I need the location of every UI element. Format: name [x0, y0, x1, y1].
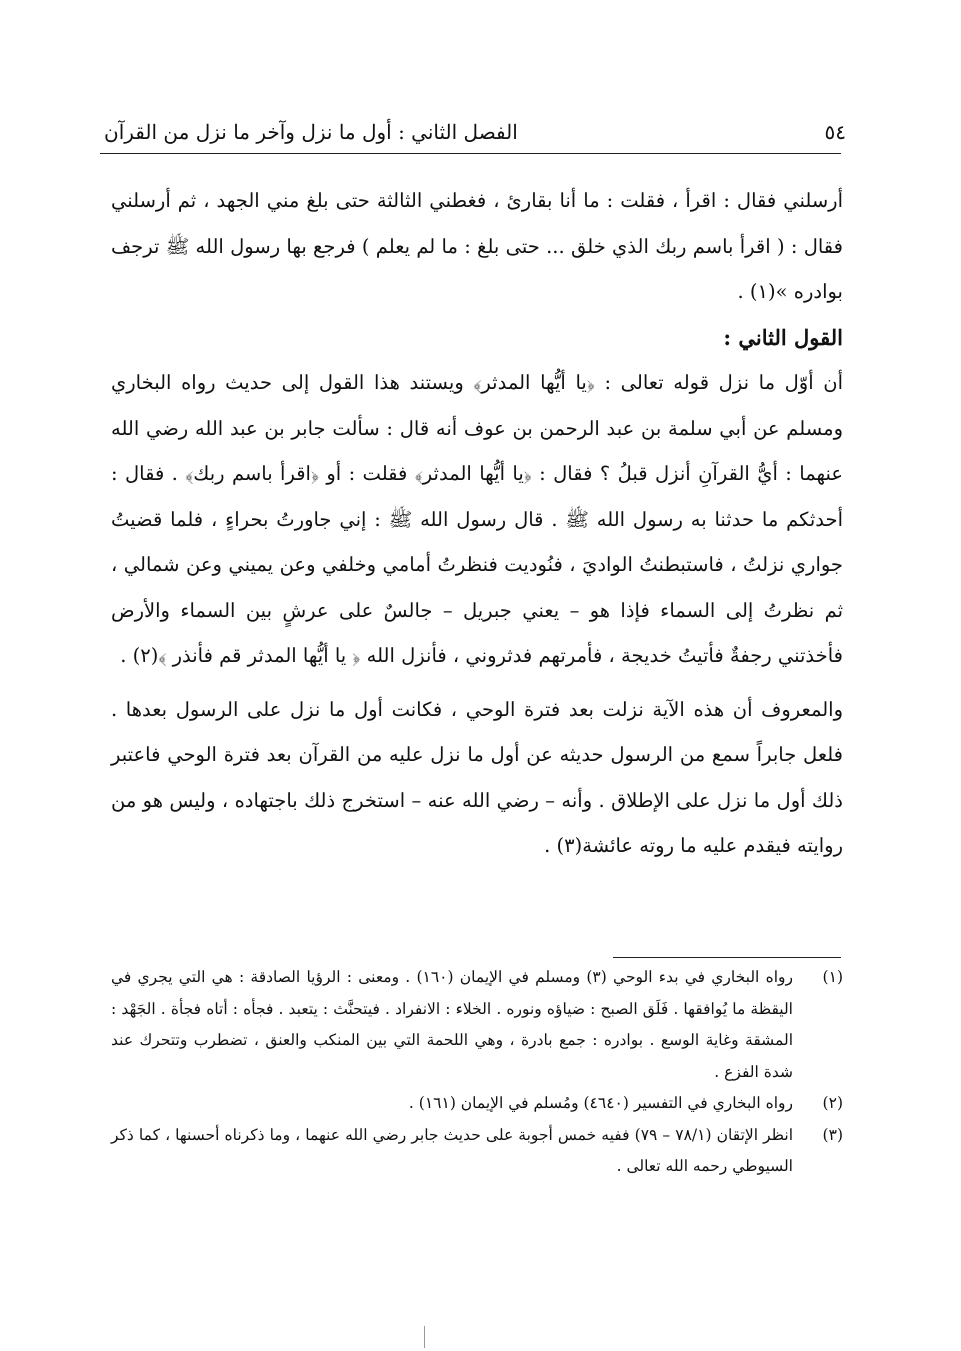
chapter-title: الفصل الثاني : أول ما نزل وآخر ما نزل من القرآن — [104, 120, 518, 144]
main-text — [111, 178, 843, 869]
paragraph-gap — [111, 679, 843, 687]
footnote-text: انظر الإتقان (٧٨/١ – ٧٩) ففيه خمس أجوبة على حديث جابر رضي الله عنهما ، وما ذكرناه أحسنها ، كما ذكر السيوطي رحمه الله تعالى . — [111, 1125, 793, 1175]
footnote-text: رواه البخاري في بدء الوحي (٣) ومسلم في الإيمان (١٦٠) . ومعنى : الرؤيا الصادقة : هي التي يجري في اليقظة ما يُوافقها . فَلَق الصبح : ضياؤه ونوره . الخلاء : الانفراد . فيتحنَّث : يتعبد . فجأه : أتاه فجأة . الجَهْد : المشقة وغاية الوسع . بوادره : جمع بادرة ، وهي اللحمة التي بين المنكب والعنق ، تضطرب وتتحرك عند شدة الفزع . — [111, 968, 793, 1081]
footnote-number: (٢) — [822, 1094, 843, 1112]
header-rule — [100, 153, 841, 154]
page-number: ٥٤ — [824, 120, 846, 144]
section-heading: القول الثاني : — [723, 324, 843, 350]
footnote-rule — [613, 957, 841, 958]
footnote-item — [111, 962, 843, 1088]
running-header — [104, 104, 846, 144]
crop-mark — [424, 1326, 425, 1348]
footnote-item — [111, 1088, 843, 1120]
paragraph-1: أرسلني فقال : اقرأ ، فقلت : ما أنا بقارئ ، فغطني الثالثة حتى بلغ مني الجهد ، ثم أرسلني فقال : ( اقرأ باسم ربك الذي خلق ... حتى بلغ : ما لم يعلم ) فرجع بها رسول الله ﷺ ترجف بوادره »(١) . — [111, 189, 843, 303]
footnote-text: رواه البخاري في التفسير (٤٦٤٠) ومُسلم في الإيمان (١٦١) . — [408, 1094, 793, 1112]
paragraph-3: والمعروف أن هذه الآية نزلت بعد فترة الوحي ، فكانت أول ما نزل على الرسول بعدها . فلعل جابراً سمع من الرسول حديثه عن أول ما نزل عليه من القرآن بعد فترة الوحي فاعتبر ذلك أول ما نزل على الإطلاق . وأنه – رضي الله عنه – استخرج ذلك باجتهاده ، وليس هو من روايته فيقدم عليه ما روته عائشة(٣) . — [111, 697, 843, 857]
footnote-number: (١) — [822, 968, 843, 986]
footnote-item — [111, 1120, 843, 1183]
footnote-number: (٣) — [822, 1125, 843, 1144]
paragraph-2: أن أوّل ما نزل قوله تعالى : ﴿يا أيُّها المدثر﴾ ويستند هذا القول إلى حديث رواه البخاري ومسلم عن أبي سلمة بن عبد الرحمن بن عوف أنه قال : سألت جابر بن عبد الله رضي الله عنهما : أيُّ القرآنِ أنزل قبلُ ؟ فقال : ﴿يا أيُّها المدثر﴾ فقلت : أو ﴿اقرأ باسم ربك﴾ . فقال : أحدثكم ما حدثنا به رسول الله ﷺ . قال رسول الله ﷺ : إني جاورتُ بحراءٍ ، فلما قضيتُ جواري نزلتُ ، فاستبطنتُ الواديَ ، فنُوديت فنظرتُ أمامي وخلفي وعن يميني وعن شمالي ، ثم نظرتُ إلى السماء فإذا هو – يعني جبريل – جالسٌ على عرشٍ بين السماء والأرض فأخذتني رجفةٌ فأتيتُ خديجة ، فأمرتهم فدثروني ، فأنزل الله ﴿ يا أيُّها المدثر قم فأنذر ﴾(٢) . — [111, 371, 843, 667]
footnotes — [111, 962, 843, 1183]
